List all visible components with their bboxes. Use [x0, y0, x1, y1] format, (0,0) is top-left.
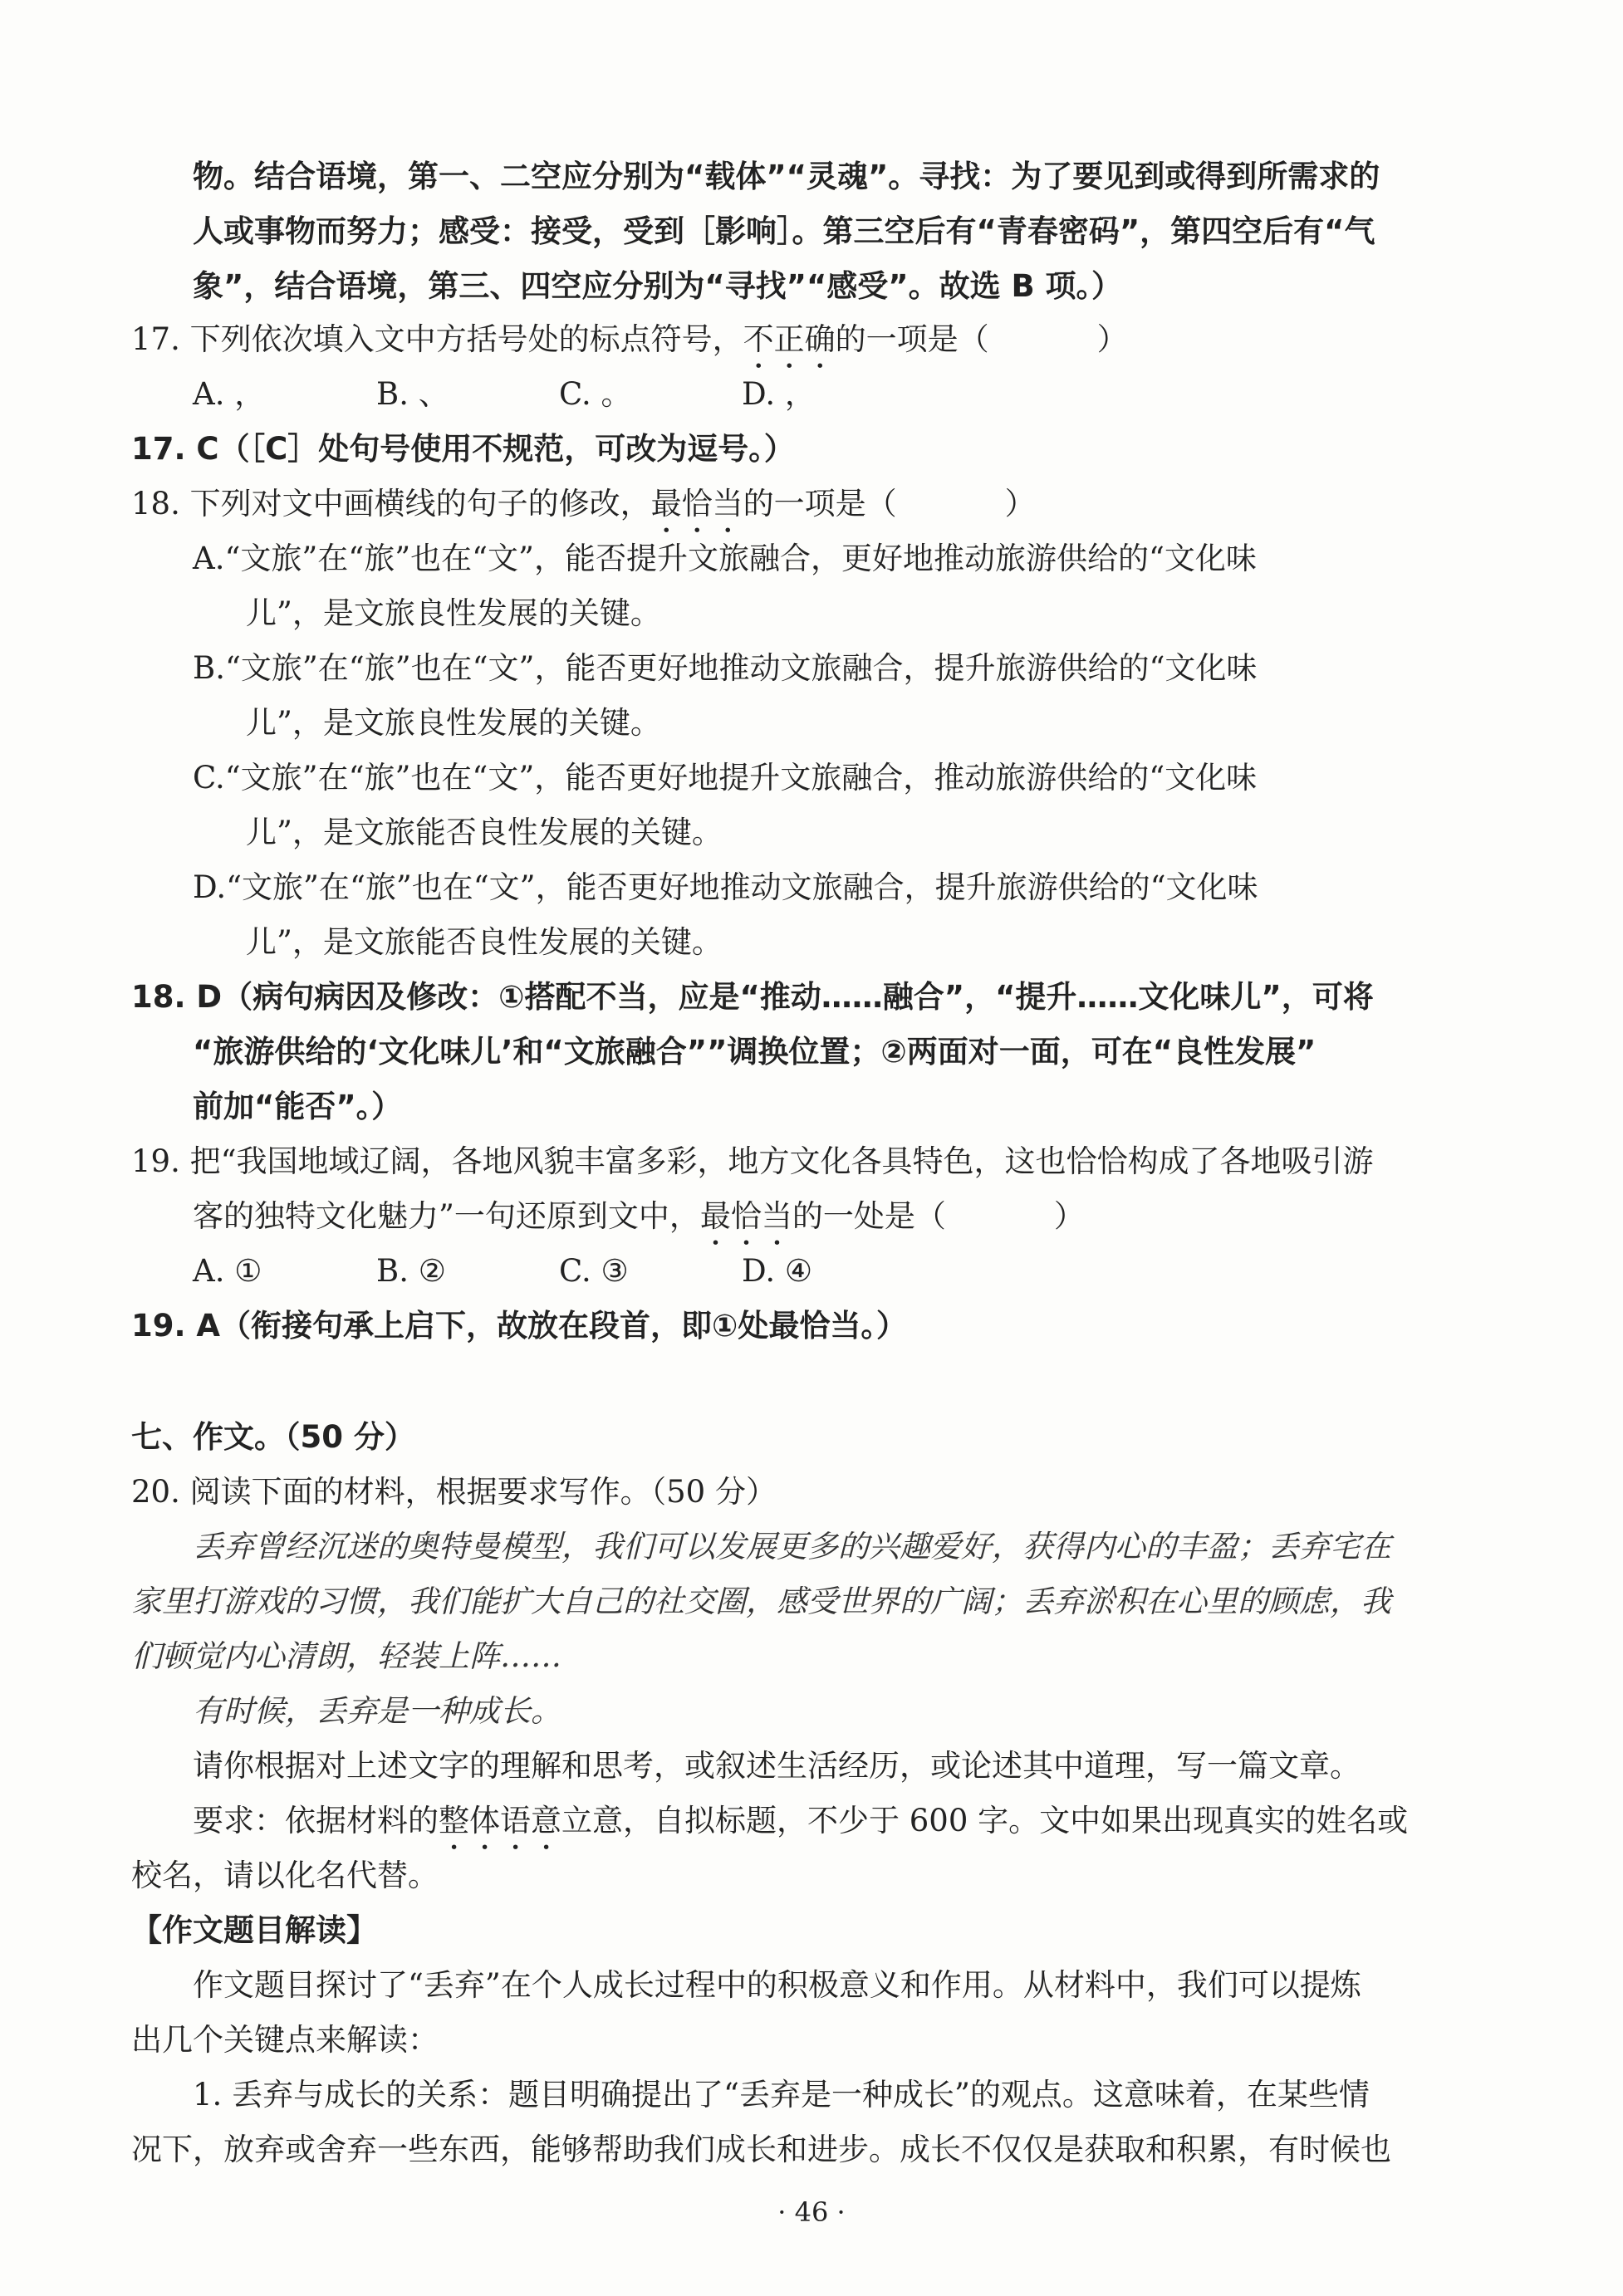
q19-option-c: C. ③ — [559, 1253, 629, 1289]
interpretation-line-4: 况下，放弃或舍弃一些东西，能够帮助我们成长和进步。成长不仅仅是获取和积累，有时候也 — [131, 2132, 1391, 2167]
q17-number: 17. — [131, 321, 180, 357]
q16-answer-line-3: 象”，结合语境，第三、四空应分别为“寻找”“感受”。故选 B 项。） — [193, 268, 1123, 304]
q16-answer-line-2: 人或事物而努力；感受：接受，受到［影响］。第三空后有“青春密码”，第四空后有“气 — [193, 213, 1375, 249]
q18-option-d-line-2: 儿”，是文旅能否良性发展的关键。 — [246, 924, 723, 960]
q18-answer-line-3: 前加“能否”。） — [193, 1089, 403, 1124]
interpretation-line-2: 出几个关键点来解读： — [131, 2022, 439, 2058]
requirement-before: 要求：依据材料的 — [193, 1803, 439, 1838]
interpretation-line-3: 1. 丢弃与成长的关系：题目明确提出了“丢弃是一种成长”的观点。这意味着，在某些情 — [193, 2077, 1370, 2112]
requirement-after: 立意，自拟标题，不少于 600 字。文中如果出现真实的姓名或 — [561, 1803, 1409, 1838]
q17-stem — [131, 319, 1128, 360]
q19-option-b: B. ② — [376, 1253, 446, 1289]
q17-answer: 17. C（［C］处句号使用不规范，可改为逗号。） — [131, 431, 795, 467]
q19-stem-after: 的一处是（ — [792, 1198, 946, 1234]
q18-answer-line-2: “旅游供给的‘文化味儿’和“文旅融合””调换位置；②两面对一面，可在“良性发展” — [193, 1034, 1317, 1070]
q19-stem-close: ） — [1053, 1198, 1085, 1234]
q19-option-d: D. ④ — [742, 1253, 813, 1289]
requirement-line-3: 校名，请以化名代替。 — [131, 1858, 439, 1893]
q17-option-d: D. ， — [742, 376, 816, 412]
q18-stem-after: 的一项是（ — [743, 486, 897, 521]
q18-answer-line-1: 18. D（病句病因及修改：①搭配不当，应是“推动……融合”，“提升……文化味儿”，可将 — [131, 979, 1374, 1015]
material-line-4: 有时候，丢弃是一种成长。 — [193, 1693, 561, 1729]
q18-number: 18. — [131, 486, 180, 521]
q18-option-c-line-1: C.“文旅”在“旅”也在“文”，能否更好地提升文旅融合，推动旅游供给的“文化味 — [193, 760, 1258, 796]
q17-option-c: C. 。 — [559, 376, 632, 412]
material-line-1: 丢弃曾经沉迷的奥特曼模型，我们可以发展更多的兴趣爱好，获得内心的丰盈；丢弃宅在 — [193, 1529, 1391, 1564]
material-line-3: 们顿觉内心清朗，轻装上阵…… — [131, 1638, 561, 1674]
q17-option-b: B. 、 — [376, 376, 449, 412]
q17-stem-before: 下列依次填入文中方括号处的标点符号， — [189, 321, 743, 357]
interpretation-heading: 【作文题目解读】 — [131, 1912, 377, 1948]
q18-stem-before: 下列对文中画横线的句子的修改， — [189, 486, 651, 521]
section-heading: 七、作文。（50 分） — [131, 1419, 415, 1455]
material-line-2: 家里打游戏的习惯，我们能扩大自己的社交圈，感受世界的广阔；丢弃淤积在心里的顾虑，我 — [131, 1584, 1391, 1619]
interpretation-line-1: 作文题目探讨了“丢弃”在个人成长过程中的积极意义和作用。从材料中，我们可以提炼 — [193, 1967, 1361, 2003]
q17-stem-after: 的一项是（ — [835, 321, 989, 357]
q19-stem-emphasis: 最恰当 — [699, 1198, 792, 1234]
page-number: · 46 · — [777, 2196, 846, 2228]
requirement-line-2 — [193, 1800, 1408, 1842]
q18-option-b-line-1: B.“文旅”在“旅”也在“文”，能否更好地推动文旅融合，提升旅游供给的“文化味 — [193, 650, 1258, 686]
q19-stem-line-1 — [131, 1141, 1374, 1182]
q18-stem-emphasis: 最恰当 — [650, 486, 743, 521]
q18-option-a-line-2: 儿”，是文旅良性发展的关键。 — [246, 595, 661, 631]
q19-number: 19. — [131, 1143, 180, 1179]
q19-option-a: A. ① — [193, 1253, 262, 1289]
q20-prompt: 20. 阅读下面的材料，根据要求写作。（50 分） — [131, 1474, 777, 1510]
q19-answer: 19. A（衔接句承上启下，故放在段首，即①处最恰当。） — [131, 1308, 907, 1344]
q18-stem — [131, 483, 1036, 525]
requirement-emphasis: 整体语意 — [439, 1803, 561, 1838]
q18-stem-close: ） — [1004, 486, 1036, 521]
q18-option-b-line-2: 儿”，是文旅良性发展的关键。 — [246, 705, 661, 741]
q16-answer-line-1: 物。结合语境，第一、二空应分别为“载体”“灵魂”。寻找：为了要见到或得到所需求的 — [193, 159, 1380, 194]
q17-stem-emphasis: 不正确 — [743, 321, 836, 357]
q19-stem-text-1: 把“我国地域辽阔，各地风貌丰富多彩，地方文化各具特色，这也恰恰构成了各地吸引游 — [189, 1143, 1374, 1179]
q17-option-a: A. ， — [193, 376, 266, 412]
q19-stem-line-2 — [193, 1196, 1085, 1237]
q18-option-a-line-1: A.“文旅”在“旅”也在“文”，能否提升文旅融合，更好地推动旅游供给的“文化味 — [193, 541, 1257, 576]
q18-option-d-line-1: D.“文旅”在“旅”也在“文”，能否更好地推动文旅融合，提升旅游供给的“文化味 — [193, 869, 1258, 905]
q19-stem-before: 客的独特文化魅力”一句还原到文中， — [193, 1198, 700, 1234]
requirement-line-1: 请你根据对上述文字的理解和思考，或叙述生活经历，或论述其中道理，写一篇文章。 — [193, 1748, 1361, 1784]
q17-stem-close: ） — [1096, 321, 1128, 357]
q18-option-c-line-2: 儿”，是文旅能否良性发展的关键。 — [246, 815, 723, 850]
